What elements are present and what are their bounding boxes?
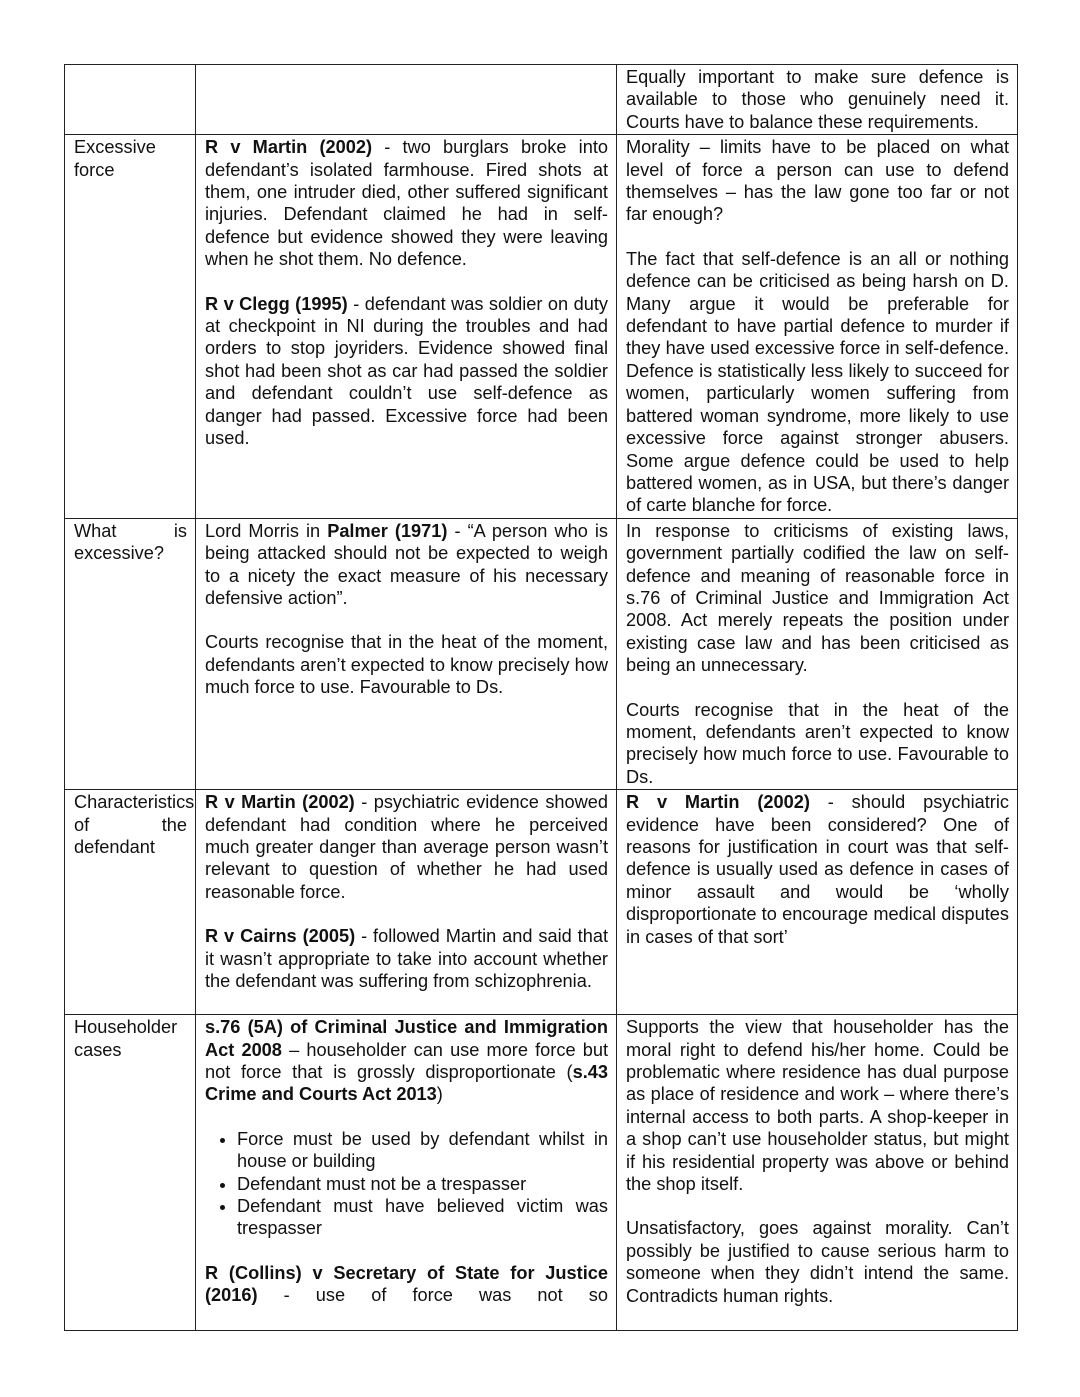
conditions-list xyxy=(205,1128,608,1240)
evaluation-cell xyxy=(617,135,1018,519)
topic-label: Householder cases xyxy=(74,1017,178,1060)
topic-label: Excessive force xyxy=(74,137,156,180)
evaluation-paragraph: Courts recognise that in the heat of the moment, defendants aren’t expected to know precisely how much force to use. Favourable to Ds. xyxy=(626,699,1009,787)
list-item: • Defendant must not be a trespasser xyxy=(237,1173,608,1195)
evaluation-paragraph: Supports the view that householder has the moral right to defend his/her home. Could be problematic where residence has dual purpose as place of residence and work – where there’s internal access to both parts. A shop-keeper in a shop can’t use householder status, but might if his residential property was above or behind the shop itself. xyxy=(626,1017,1009,1195)
cases-cell xyxy=(196,1015,617,1331)
case-name: R v Martin (2002) xyxy=(626,792,810,813)
statute-paragraph: s.76 (5A) of Criminal Justice and Immigration Act 2008 – householder can use more force but not force that is grossly disproportionate (s.43 Crime and Courts Act 2013) xyxy=(205,1017,608,1105)
table-row xyxy=(65,790,1018,1015)
cases-cell xyxy=(196,65,617,135)
cases-cell xyxy=(196,790,617,1015)
cases-cell xyxy=(196,518,617,789)
case-name: R (Collins) v Secretary of State for Justice (2016) xyxy=(205,1262,608,1306)
statute-name: s.43 Crime and Courts Act 2013 xyxy=(205,1062,608,1105)
case-paragraph: R (Collins) v Secretary of State for Justice (2016) - use of force was not so xyxy=(205,1262,608,1306)
case-name: R v Clegg (1995) xyxy=(205,293,348,314)
case-paragraph: Lord Morris in Palmer (1971) - “A person who is being attacked should not be expected to weigh to a nicety the exact measure of his necessary defensive action”. xyxy=(205,520,608,608)
topic-label: What is excessive? xyxy=(74,520,187,564)
evaluation-paragraph: R v Martin (2002) - should psychiatric evidence have been considered? One of reasons for justification in court was that self-defence is usually used as defence in cases of minor assault and would be ‘wholly disproportionate to encourage medical disputes in cases of that sort’ xyxy=(626,792,1009,947)
case-name: R v Martin (2002) xyxy=(205,137,373,158)
evaluation-cell xyxy=(617,790,1018,1015)
evaluation-cell xyxy=(617,65,1018,135)
evaluation-paragraph: Unsatisfactory, goes against morality. Can’t possibly be justified to cause serious harm to someone when they didn’t intend the same. Contradicts human rights. xyxy=(626,1218,1009,1306)
case-paragraph: R v Martin (2002) - two burglars broke into defendant’s isolated farmhouse. Fired shots at them, one intruder died, other suffered significant injuries. Defendant claimed he had in self-defence but evidence showed they were leaving when he shot them. No defence. xyxy=(205,137,608,270)
case-name: Palmer (1971) xyxy=(327,520,448,541)
evaluation-paragraph: The fact that self-defence is an all or nothing defence can be criticised as being harsh on D. Many argue it would be preferable for defendant to have partial defence to murder if they have used excessive force in self-defence. Defence is statistically less likely to succeed for women, particularly women suffering from battered woman syndrome, more likely to use excessive force against stronger abusers. Some argue defence could be used to help battered women, as in USA, but there’s danger of carte blanche for force. xyxy=(626,248,1009,516)
table-row xyxy=(65,518,1018,789)
notes-table xyxy=(64,64,1018,1331)
topic-cell xyxy=(65,65,196,135)
case-paragraph: R v Clegg (1995) - defendant was soldier on duty at checkpoint in NI during the troubles and had orders to stop joyriders. Evidence showed final shot had been shot as car had passed the soldier and defendant couldn’t use self-defence as danger had passed. Excessive force had been used. xyxy=(205,293,608,449)
topic-label: Characteristics of the defendant xyxy=(74,792,195,857)
topic-cell xyxy=(65,135,196,519)
topic-cell xyxy=(65,790,196,1015)
evaluation-paragraph: Equally important to make sure defence is available to those who genuinely need it. Courts have to balance these requirements. xyxy=(626,67,1009,132)
case-paragraph: Courts recognise that in the heat of the moment, defendants aren’t expected to know precisely how much force to use. Favourable to Ds. xyxy=(205,632,608,698)
evaluation-cell xyxy=(617,518,1018,789)
cases-cell xyxy=(196,135,617,519)
evaluation-paragraph: Morality – limits have to be placed on what level of force a person can use to defend themselves – has the law gone too far or not far enough? xyxy=(626,137,1009,225)
case-name: R v Martin (2002) xyxy=(205,792,355,813)
table-row xyxy=(65,1015,1018,1331)
table-row xyxy=(65,65,1018,135)
statute-name: s.76 (5A) of Criminal Justice and Immigration Act 2008 xyxy=(205,1017,608,1060)
table-row xyxy=(65,135,1018,519)
case-name: R v Cairns (2005) xyxy=(205,926,356,947)
topic-cell xyxy=(65,518,196,789)
case-paragraph: R v Cairns (2005) - followed Martin and said that it wasn’t appropriate to take into account whether the defendant was suffering from schizophrenia. xyxy=(205,926,608,992)
evaluation-paragraph: In response to criticisms of existing laws, government partially codified the law on self-defence and meaning of reasonable force in s.76 of Criminal Justice and Immigration Act 2008. Act merely repeats the position under existing case law and has been criticised as being an unnecessary. xyxy=(626,520,1009,676)
list-item: • Force must be used by defendant whilst in house or building xyxy=(237,1128,608,1173)
evaluation-cell xyxy=(617,1015,1018,1331)
topic-cell xyxy=(65,1015,196,1331)
case-paragraph: R v Martin (2002) - psychiatric evidence showed defendant had condition where he perceived much greater danger than average person wasn’t relevant to question of whether he had used reasonable force. xyxy=(205,792,609,902)
list-item: • Defendant must have believed victim was trespasser xyxy=(237,1195,608,1240)
